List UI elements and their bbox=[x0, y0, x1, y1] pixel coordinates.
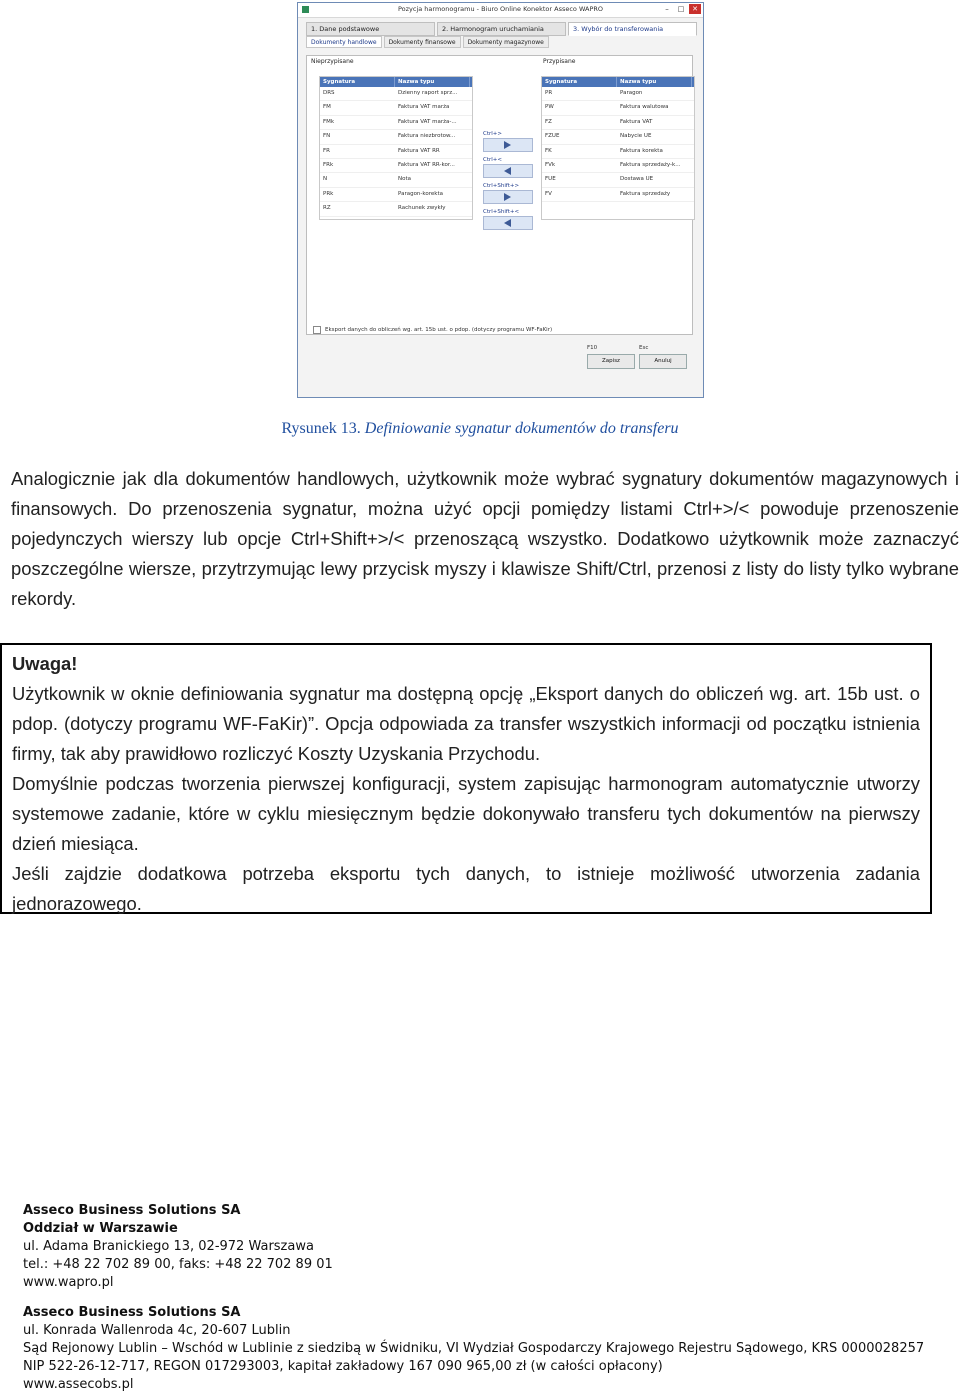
list-row[interactable] bbox=[542, 173, 694, 187]
footer-web-1[interactable]: www.wapro.pl bbox=[23, 1275, 114, 1290]
move-buttons bbox=[483, 130, 533, 234]
cell-sygnatura: FR bbox=[323, 147, 330, 154]
tab-wybor-transferowania[interactable]: 3. Wybór do transferowania bbox=[568, 22, 697, 36]
note-paragraph-3: Jeśli zajdzie dodatkowa potrzeba eksportu tych danych, to istnieje możliwość utworzenia zadania jednorazowego. bbox=[12, 863, 920, 914]
list-row[interactable] bbox=[542, 145, 694, 159]
note-paragraph-1: Użytkownik w oknie definiowania sygnatur ma dostępną opcję „Eksport danych do obliczeń wg. art. 15b ust. o pdop. (dotyczy programu WF-FaKir)”. Opcja odpowiada za transfer wszystkich informacji od początku istnienia firmy, tak aby prawidłowo rozliczyć Koszty Uzyskania Przychodu. bbox=[12, 683, 920, 764]
list-row[interactable] bbox=[542, 159, 694, 173]
footer-web-2[interactable]: www.assecobs.pl bbox=[23, 1377, 134, 1392]
tab-harmonogram[interactable]: 2. Harmonogram uruchamiania bbox=[437, 22, 566, 36]
cell-nazwa-typu: Nota bbox=[398, 176, 412, 183]
cell-nazwa-typu: Faktura walutowa bbox=[620, 104, 669, 111]
list-row[interactable] bbox=[320, 145, 472, 159]
column-header-nazwa[interactable]: Nazwa typu bbox=[395, 77, 470, 87]
unassigned-list[interactable] bbox=[319, 76, 473, 220]
cell-nazwa-typu: Dzienny raport sprz... bbox=[398, 90, 458, 96]
cell-sygnatura: RZ bbox=[323, 205, 331, 212]
cell-sygnatura: FZUE bbox=[545, 133, 560, 140]
subtab-handlowe[interactable]: Dokumenty handlowe bbox=[306, 36, 382, 48]
cancel-shortcut: Esc bbox=[639, 345, 649, 351]
cell-nazwa-typu: Faktura niezbrotow... bbox=[398, 133, 456, 140]
figure-title: Definiowanie sygnatur dokumentów do transferu bbox=[364, 420, 679, 437]
cell-sygnatura: FUE bbox=[545, 176, 556, 183]
cell-nazwa-typu: Nabycie UE bbox=[620, 133, 652, 140]
move-all-right-button[interactable] bbox=[483, 190, 533, 204]
cell-sygnatura: FRk bbox=[323, 161, 334, 168]
list-row[interactable] bbox=[542, 101, 694, 115]
cell-sygnatura: PR bbox=[545, 90, 553, 96]
arrow-left-icon bbox=[504, 167, 511, 175]
list-row[interactable] bbox=[320, 101, 472, 115]
cell-nazwa-typu: Faktura VAT marża-... bbox=[398, 118, 457, 125]
cell-nazwa-typu: Faktura korekta bbox=[620, 147, 663, 154]
footer-court: Sąd Rejonowy Lublin – Wschód w Lublinie z siedzibą w Świdniku, VI Wydział Gospodarczy Krajowego Rejestru Sądowego, KRS 0000028257 bbox=[23, 1341, 925, 1356]
move-right-button[interactable] bbox=[483, 138, 533, 152]
note-heading: Uwaga! bbox=[12, 653, 78, 674]
cell-sygnatura: FM bbox=[323, 104, 331, 111]
minimize-button[interactable]: – bbox=[665, 5, 669, 13]
assigned-list[interactable] bbox=[541, 76, 695, 220]
column-header-nazwa[interactable]: Nazwa typu bbox=[617, 77, 692, 87]
cell-sygnatura: FN bbox=[323, 133, 331, 140]
maximize-button[interactable]: □ bbox=[677, 5, 685, 13]
list-row[interactable] bbox=[320, 116, 472, 130]
footer-address-1: ul. Adama Branickiego 13, 02-972 Warszawa bbox=[23, 1239, 314, 1254]
arrow-right-icon bbox=[504, 193, 511, 201]
list-row[interactable] bbox=[542, 188, 694, 202]
cell-sygnatura: DRS bbox=[323, 90, 335, 96]
cancel-button[interactable]: Anuluj bbox=[639, 354, 687, 369]
list-row[interactable] bbox=[320, 130, 472, 144]
arrow-left-icon bbox=[504, 219, 511, 227]
cell-sygnatura: PRk bbox=[323, 190, 334, 197]
footer-phone: tel.: +48 22 702 89 00, faks: +48 22 702 89 01 bbox=[23, 1257, 333, 1272]
save-button[interactable]: Zapisz bbox=[587, 354, 635, 369]
cell-sygnatura: PW bbox=[545, 104, 554, 111]
cell-sygnatura: FMk bbox=[323, 118, 335, 125]
figure-caption bbox=[0, 420, 960, 438]
right-group-label: Przypisane bbox=[543, 58, 576, 65]
save-shortcut: F10 bbox=[587, 345, 598, 351]
cell-sygnatura: FVk bbox=[545, 161, 556, 168]
list-row[interactable] bbox=[542, 87, 694, 101]
window-title: Pozycja harmonogramu - Biuro Online Konektor Asseco WAPRO bbox=[397, 5, 604, 13]
dialog-screenshot bbox=[297, 2, 704, 398]
cell-sygnatura: N bbox=[323, 176, 328, 183]
export-checkbox-label: Eksport danych do obliczeń wg. art. 15b ust. o pdop. (dotyczy programu WF-FaKir) bbox=[325, 327, 553, 333]
list-row[interactable] bbox=[542, 116, 694, 130]
cell-nazwa-typu: Faktura VAT marża bbox=[398, 104, 450, 111]
close-button[interactable]: ✕ bbox=[689, 4, 701, 14]
cell-nazwa-typu: Faktura sprzedaży bbox=[620, 190, 671, 197]
cell-nazwa-typu: Faktura VAT RR-kor... bbox=[398, 161, 455, 168]
list-row[interactable] bbox=[542, 130, 694, 144]
left-group-label: Nieprzypisane bbox=[311, 58, 354, 65]
arrow-right-icon bbox=[504, 141, 511, 149]
list-row[interactable] bbox=[320, 188, 472, 202]
export-option[interactable] bbox=[313, 326, 552, 334]
body-paragraph: Analogicznie jak dla dokumentów handlowych, użytkownik może wybrać sygnatury dokumentów magazynowych i finansowych. Do przenoszenia sygnatur, można użyć opcji pomiędzy listami Ctrl+>/< powoduje przenoszenie pojedynczych wierszy lub opcje Ctrl+Shift+>/< przenoszącą wszystko. Dodatkowo użytkownik może zaznaczyć poszczególne wiersze, przytrzymując lewy przycisk myszy i klawisze Shift/Ctrl, przenosi z listy do listy tylko wybrane rekordy. bbox=[11, 468, 959, 609]
signature-panel bbox=[306, 55, 693, 335]
export-checkbox[interactable] bbox=[313, 326, 321, 334]
list-row[interactable] bbox=[320, 173, 472, 187]
list-row[interactable] bbox=[320, 87, 472, 101]
cell-nazwa-typu: Faktura sprzedaży-k... bbox=[620, 161, 681, 168]
footer-branch: Oddział w Warszawie bbox=[23, 1221, 178, 1236]
cell-sygnatura: FV bbox=[545, 190, 552, 197]
tab-dane-podstawowe[interactable]: 1. Dane podstawowe bbox=[306, 22, 435, 36]
move-all-right-key: Ctrl+Shift+> bbox=[483, 183, 520, 189]
column-header-sygnatura[interactable]: Sygnatura bbox=[542, 77, 617, 87]
list-row[interactable] bbox=[320, 202, 472, 216]
footer-company-1: Asseco Business Solutions SA bbox=[23, 1203, 241, 1218]
cell-nazwa-typu: Dostawa UE bbox=[620, 176, 654, 183]
move-all-left-button[interactable] bbox=[483, 216, 533, 230]
note-paragraph-2: Domyślnie podczas tworzenia pierwszej konfiguracji, system zapisując harmonogram automatycznie utworzy systemowe zadanie, które w cyklu miesięcznym będzie dokonywało transferu tych dokumentów na pierwszy dzień miesiąca. bbox=[12, 773, 920, 854]
footer-company-2: Asseco Business Solutions SA bbox=[23, 1305, 241, 1320]
move-left-button[interactable] bbox=[483, 164, 533, 178]
figure-number: Rysunek 13. bbox=[281, 420, 361, 437]
column-header-sygnatura[interactable]: Sygnatura bbox=[320, 77, 395, 87]
list-row[interactable] bbox=[320, 159, 472, 173]
cell-sygnatura: FK bbox=[545, 147, 552, 154]
footer-address-2: ul. Konrada Wallenroda 4c, 20-607 Lublin bbox=[23, 1323, 291, 1338]
note-box bbox=[0, 643, 932, 914]
page-footer bbox=[23, 1202, 924, 1394]
move-all-left-key: Ctrl+Shift+< bbox=[483, 209, 520, 215]
cell-sygnatura: FZ bbox=[545, 118, 552, 125]
footer-nip: NIP 522-26-12-717, REGON 017293003, kapitał zakładowy 167 090 965,00 zł (w całości opłacony) bbox=[23, 1359, 663, 1374]
subtab-magazynowe[interactable]: Dokumenty magazynowe bbox=[463, 36, 549, 48]
cell-nazwa-typu: Faktura VAT RR bbox=[398, 147, 440, 154]
subtab-finansowe[interactable]: Dokumenty finansowe bbox=[384, 36, 461, 48]
cell-nazwa-typu: Paragon-korekta bbox=[398, 190, 443, 197]
cell-nazwa-typu: Rachunek zwykły bbox=[398, 205, 446, 212]
move-right-key: Ctrl+> bbox=[483, 131, 503, 137]
cell-nazwa-typu: Faktura VAT bbox=[620, 118, 653, 125]
move-left-key: Ctrl+< bbox=[483, 157, 503, 163]
window-titlebar bbox=[298, 3, 703, 18]
cell-nazwa-typu: Paragon bbox=[620, 90, 643, 96]
